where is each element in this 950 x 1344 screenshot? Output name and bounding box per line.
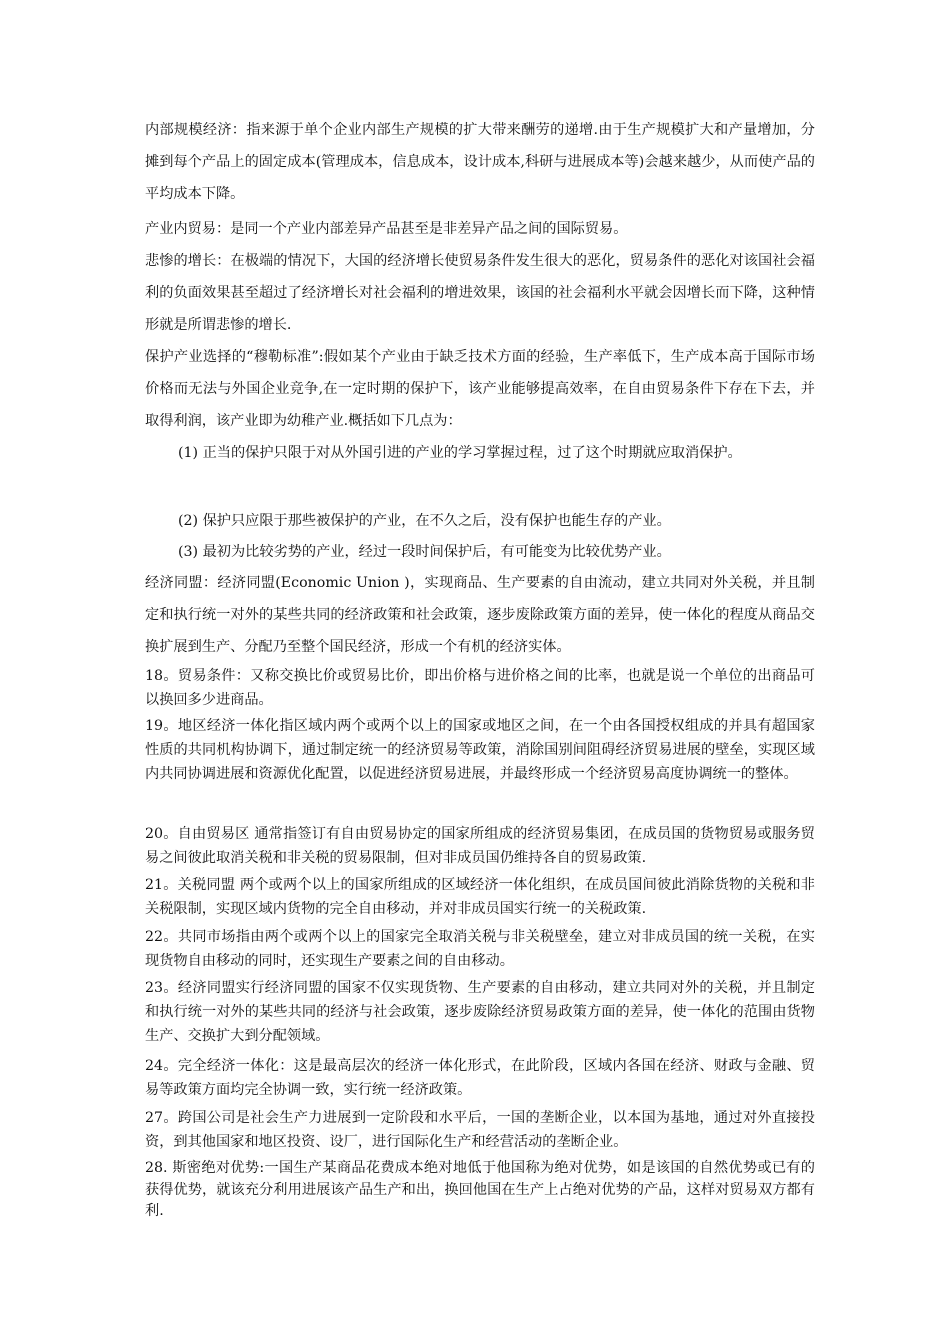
paragraph-18-terms-of-trade: 18。贸易条件：又称交换比价或贸易比价，即出价格与进价格之间的比率，也就是说一个单位的出商品可以换回多少进商品。 xyxy=(145,668,815,708)
paragraph-28-absolute-advantage: 28. 斯密绝对优势:一国生产某商品花费成本绝对地低于他国称为绝对优势，如是该国的自然优势或已有的获得优势，就该充分利用进展该产品生产和出，换回他国在生产上占绝对优势的产品，这样对贸易双方都有利. xyxy=(145,1160,815,1219)
list-item-criterion-3: (3) 最初为比较劣势的产业，经过一段时间保护后，有可能变为比较优势产业。 xyxy=(178,544,671,560)
paragraph-immiserizing-growth: 悲惨的增长：在极端的情况下，大国的经济增长使贸易条件发生很大的恶化，贸易条件的恶化对该国社会福利的负面效果甚至超过了经济增长对社会福利的增进效果，该国的社会福利水平就会因增长而下降，这种情形就是所谓悲惨的增长. xyxy=(145,253,815,333)
paragraph-20-free-trade-area: 20。自由贸易区 通常指签订有自由贸易协定的国家所组成的经济贸易集团，在成员国的货物贸易或服务贸易之间彼此取消关税和非关税的贸易限制，但对非成员国仍维持各自的贸易政策. xyxy=(145,826,815,866)
paragraph-21-customs-union: 21。关税同盟 两个或两个以上的国家所组成的区域经济一体化组织，在成员国间彼此消除货物的关税和非关税限制，实现区域内货物的完全自由移动，并对非成员国实行统一的关税政策. xyxy=(145,877,815,917)
paragraph-economic-union: 经济同盟：经济同盟(Economic Union )，实现商品、生产要素的自由流动，建立共同对外关税，并且制定和执行统一对外的某些共同的经济政策和社会政策，逐步废除政策方面的差异，使一体化的程度从商品交换扩展到生产、分配乃至整个国民经济，形成一个有机的经济实体。 xyxy=(145,575,815,655)
paragraph-19-regional-integration: 19。地区经济一体化指区域内两个或两个以上的国家或地区之间，在一个由各国授权组成的并具有超国家性质的共同机构协调下，通过制定统一的经济贸易等政策，消除国别间阻碍经济贸易进展的壁垒，实现区域内共同协调进展和资源优化配置，以促进经济贸易进展，并最终形成一个经济贸易高度协调统一的整体。 xyxy=(145,718,815,782)
list-item-criterion-1: (1) 正当的保护只限于对从外国引进的产业的学习掌握过程，过了这个时期就应取消保护。 xyxy=(178,445,742,461)
paragraph-24-complete-integration: 24。完全经济一体化：这是最高层次的经济一体化形式，在此阶段，区域内各国在经济、财政与金融、贸易等政策方面均完全协调一致，实行统一经济政策。 xyxy=(145,1058,815,1098)
paragraph-22-common-market: 22。共同市场指由两个或两个以上的国家完全取消关税与非关税壁垒，建立对非成员国的统一关税，在实现货物自由移动的同时，还实现生产要素之间的自由移动。 xyxy=(145,929,815,969)
paragraph-mill-criterion: 保护产业选择的“穆勒标准”:假如某个产业由于缺乏技术方面的经验，生产率低下，生产成本高于国际市场价格而无法与外国企业竞争,在一定时期的保护下，该产业能够提高效率，在自由贸易条件下存在下去，并取得利润，该产业即为幼稚产业.概括如下几点为： xyxy=(145,349,815,429)
paragraph-23-economic-union: 23。经济同盟实行经济同盟的国家不仅实现货物、生产要素的自由移动，建立共同对外的关税，并且制定和执行统一对外的某些共同的经济与社会政策，逐步废除经济贸易政策方面的差异，使一体化的范围由货物生产、交换扩大到分配领域。 xyxy=(145,980,815,1044)
paragraph-27-multinational-corporation: 27。跨国公司是社会生产力进展到一定阶段和水平后，一国的垄断企业，以本国为基地，通过对外直接投资，到其他国家和地区投资、设厂，进行国际化生产和经营活动的垄断企业。 xyxy=(145,1110,815,1150)
paragraph-internal-scale-economy: 内部规模经济：指来源于单个企业内部生产规模的扩大带来酬劳的递增.由于生产规模扩大和产量增加，分摊到每个产品上的固定成本(管理成本，信息成本，设计成本,科研与进展成本等)会越来越少，从而使产品的平均成本下降。 xyxy=(145,122,815,202)
list-item-criterion-2: (2) 保护只应限于那些被保护的产业，在不久之后，没有保护也能生存的产业。 xyxy=(178,513,671,529)
paragraph-intra-industry-trade: 产业内贸易：是同一个产业内部差异产品甚至是非差异产品之间的国际贸易。 xyxy=(145,221,628,237)
